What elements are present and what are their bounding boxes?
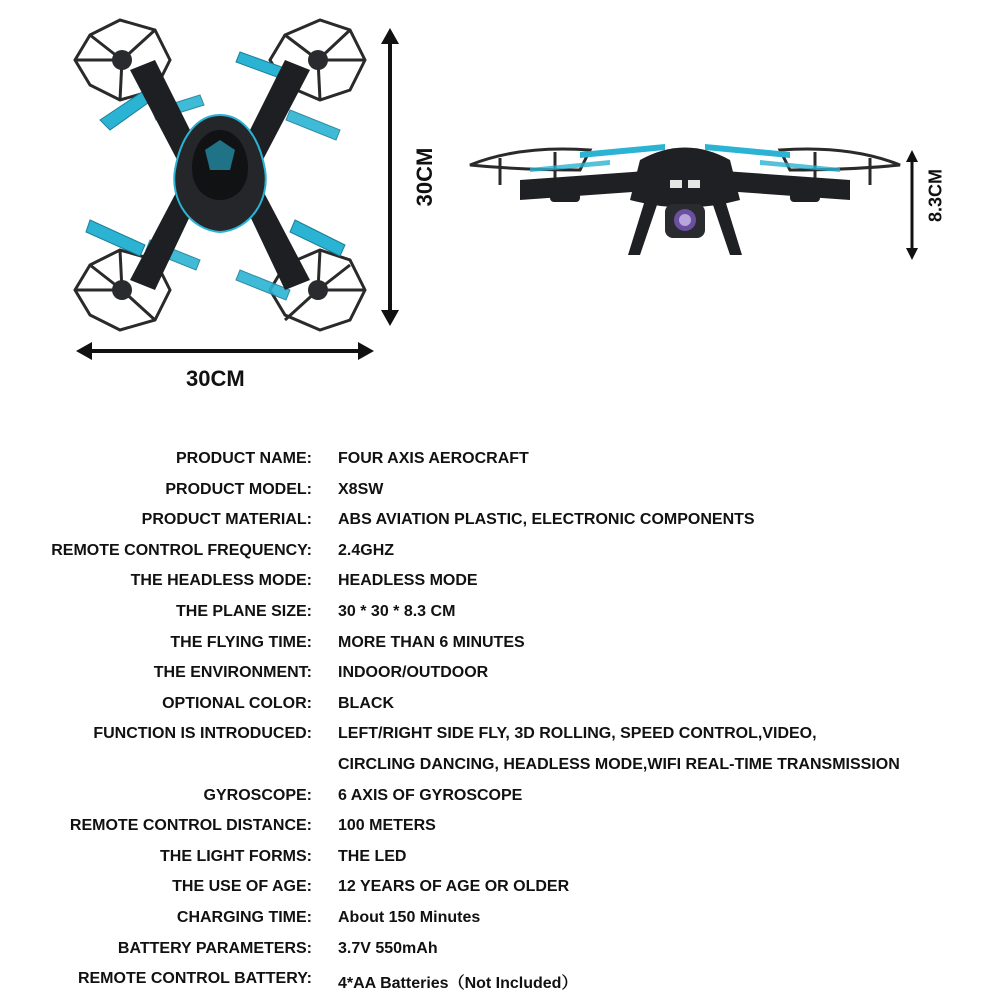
spec-value: CIRCLING DANCING, HEADLESS MODE,WIFI REAL-TIME TRANSMISSION [338, 756, 900, 773]
spec-row [0, 872, 1000, 902]
spec-key: THE ENVIRONMENT: [153, 664, 312, 682]
spec-row [0, 964, 1000, 994]
spec-key: THE USE OF AGE: [172, 878, 312, 896]
spec-key: PRODUCT MODEL: [165, 480, 312, 498]
spec-key: PRODUCT MATERIAL: [141, 511, 312, 529]
spec-value: LEFT/RIGHT SIDE FLY, 3D ROLLING, SPEED CONTROL,VIDEO, [338, 725, 817, 743]
spec-value: 4*AA Batteries（Not Included） [338, 975, 578, 993]
dimension-width-label: 30CM [186, 366, 245, 391]
spec-row [0, 628, 1000, 658]
spec-row [0, 750, 1000, 780]
spec-key: REMOTE CONTROL DISTANCE: [69, 817, 312, 835]
spec-value: HEADLESS MODE [338, 572, 478, 590]
spec-value: ABS AVIATION PLASTIC, ELECTRONIC COMPONENTS [338, 511, 755, 529]
spec-key: GYROSCOPE: [203, 786, 312, 804]
spec-key: OPTIONAL COLOR: [162, 694, 312, 712]
spec-key: FUNCTION IS INTRODUCED: [93, 725, 312, 743]
spec-row [0, 505, 1000, 535]
spec-value: MORE THAN 6 MINUTES [338, 633, 525, 651]
spec-value: INDOOR/OUTDOOR [338, 664, 489, 682]
spec-value: FOUR AXIS AEROCRAFT [338, 450, 529, 467]
spec-row [0, 597, 1000, 627]
spec-key: THE HEADLESS MODE: [130, 572, 312, 590]
spec-row [0, 719, 1000, 749]
spec-row [0, 811, 1000, 841]
spec-key: THE FLYING TIME: [170, 633, 312, 651]
spec-row [0, 444, 1000, 474]
spec-value: 2.4GHZ [338, 541, 395, 559]
spec-key: REMOTE CONTROL FREQUENCY: [51, 541, 312, 559]
spec-row [0, 934, 1000, 964]
dimension-arrows [0, 0, 1000, 400]
spec-key: THE PLANE SIZE: [175, 603, 312, 620]
spec-row [0, 536, 1000, 566]
spec-row [0, 689, 1000, 719]
spec-value: 100 METERS [338, 817, 436, 835]
spec-row [0, 475, 1000, 505]
spec-row [0, 903, 1000, 933]
spec-value: X8SW [338, 480, 384, 498]
dimension-height-label: 30CM [412, 147, 437, 207]
spec-value: 6 AXIS OF GYROSCOPE [338, 786, 523, 804]
spec-value: THE LED [338, 847, 407, 865]
spec-row [0, 781, 1000, 811]
spec-value: 30 * 30 * 8.3 CM [338, 603, 456, 620]
spec-row [0, 658, 1000, 688]
spec-key: REMOTE CONTROL BATTERY: [77, 970, 312, 988]
spec-key: THE LIGHT FORMS: [160, 847, 312, 865]
spec-key: BATTERY PARAMETERS: [117, 939, 312, 957]
spec-key: CHARGING TIME: [176, 909, 312, 926]
spec-value: 3.7V 550mAh [338, 939, 438, 957]
dimension-thickness-label: 8.3CM [925, 169, 946, 223]
spec-row [0, 842, 1000, 872]
spec-key: PRODUCT NAME: [176, 450, 312, 467]
spec-value: About 150 Minutes [338, 909, 481, 926]
spec-value: BLACK [338, 694, 394, 712]
spec-value: 12 YEARS OF AGE OR OLDER [338, 878, 570, 896]
spec-row [0, 566, 1000, 596]
